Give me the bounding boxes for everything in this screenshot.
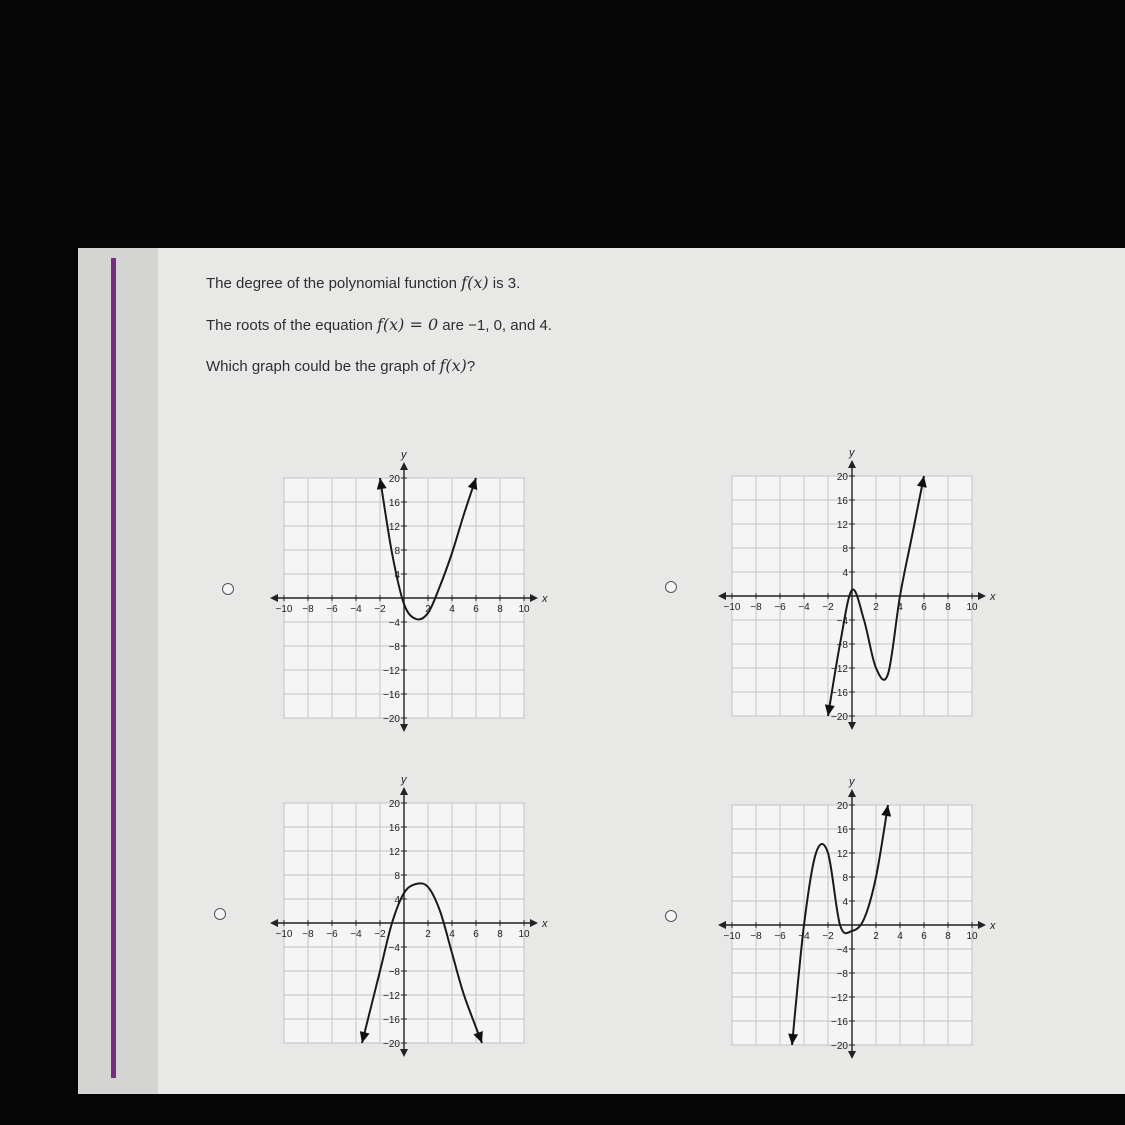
y-axis-arrow-up [400, 462, 408, 470]
y-tick-label: 4 [394, 570, 400, 581]
question-text: The roots of the equation [206, 317, 377, 334]
x-tick-label: 2 [425, 929, 431, 940]
x-tick-label: 2 [873, 602, 879, 613]
y-tick-label: 20 [388, 799, 400, 810]
question-content [196, 248, 1121, 1094]
y-tick-label: −8 [836, 640, 848, 651]
question-line-1 [206, 273, 520, 292]
x-tick-label: −6 [774, 602, 786, 613]
x-tick-label: −8 [750, 931, 762, 942]
x-tick-label: 8 [945, 602, 951, 613]
x-axis-arrow-left [270, 919, 278, 927]
y-tick-label: 4 [842, 568, 848, 579]
y-tick-label: 12 [388, 522, 400, 533]
x-axis-arrow-right [530, 919, 538, 927]
graph-svg [704, 765, 1004, 1075]
x-tick-label: −4 [350, 929, 362, 940]
x-tick-label: −2 [822, 931, 834, 942]
x-tick-label: 10 [966, 602, 978, 613]
y-tick-label: −16 [831, 1017, 848, 1028]
x-tick-label: −4 [798, 931, 810, 942]
y-tick-label: −8 [388, 642, 400, 653]
y-tick-label: −12 [383, 666, 400, 677]
y-tick-label: 8 [842, 544, 848, 555]
x-tick-label: 6 [921, 931, 927, 942]
math-expression: f(x) [439, 356, 467, 375]
x-tick-label: 6 [473, 929, 479, 940]
y-tick-label: −8 [388, 967, 400, 978]
x-tick-label: −4 [798, 602, 810, 613]
x-tick-label: 8 [497, 929, 503, 940]
y-tick-label: −16 [383, 1015, 400, 1026]
y-axis-arrow-down [400, 724, 408, 732]
x-tick-label: 4 [897, 602, 903, 613]
x-axis-arrow-right [978, 592, 986, 600]
graph-option-c[interactable] [256, 763, 556, 1073]
y-axis-label: y [849, 776, 855, 788]
x-tick-label: −4 [350, 604, 362, 615]
question-line-3 [206, 356, 475, 375]
question-text: are −1, 0, and 4. [438, 317, 552, 334]
math-expression: f(x) = 0 [376, 315, 439, 334]
x-tick-label: −2 [822, 602, 834, 613]
y-tick-label: −16 [383, 690, 400, 701]
x-tick-label: −6 [326, 929, 338, 940]
x-tick-label: −8 [302, 929, 314, 940]
y-tick-label: 20 [388, 474, 400, 485]
y-tick-label: 16 [836, 496, 848, 507]
y-tick-label: −12 [831, 993, 848, 1004]
y-tick-label: −4 [388, 943, 400, 954]
y-tick-label: 4 [842, 897, 848, 908]
y-tick-label: −16 [831, 688, 848, 699]
x-tick-label: 10 [518, 929, 530, 940]
y-tick-label: −4 [388, 618, 400, 629]
x-tick-label: 8 [497, 604, 503, 615]
y-axis-arrow-up [848, 789, 856, 797]
y-tick-label: −20 [831, 712, 848, 723]
x-tick-label: −2 [374, 604, 386, 615]
y-axis-arrow-down [848, 1051, 856, 1059]
graph-svg [256, 763, 556, 1073]
answer-option-c-radio[interactable] [214, 908, 226, 920]
y-axis-arrow-down [848, 722, 856, 730]
question-text: Which graph could be the graph of [206, 358, 440, 375]
x-tick-label: −8 [302, 604, 314, 615]
y-tick-label: 4 [394, 895, 400, 906]
graph-svg [704, 436, 1004, 746]
question-text: is 3. [488, 275, 521, 292]
x-tick-label: 4 [449, 929, 455, 940]
y-tick-label: 16 [836, 825, 848, 836]
x-tick-label: 10 [966, 931, 978, 942]
x-tick-label: 8 [945, 931, 951, 942]
x-tick-label: −10 [275, 604, 293, 615]
question-text: The degree of the polynomial function [206, 275, 462, 292]
graph-option-a[interactable] [256, 438, 556, 748]
x-axis-label: x [990, 591, 996, 603]
y-tick-label: −12 [383, 991, 400, 1002]
question-line-2 [206, 315, 552, 334]
x-tick-label: −10 [723, 602, 741, 613]
x-tick-label: 6 [473, 604, 479, 615]
y-axis-arrow-up [400, 787, 408, 795]
x-tick-label: 10 [518, 604, 530, 615]
x-axis-arrow-left [270, 594, 278, 602]
answer-option-b-radio[interactable] [665, 581, 677, 593]
y-tick-label: 20 [836, 801, 848, 812]
y-tick-label: −8 [836, 969, 848, 980]
x-tick-label: −6 [326, 604, 338, 615]
x-tick-label: 4 [897, 931, 903, 942]
y-tick-label: 16 [388, 498, 400, 509]
x-tick-label: −2 [374, 929, 386, 940]
y-axis-label: y [401, 774, 407, 786]
x-tick-label: −6 [774, 931, 786, 942]
x-tick-label: 6 [921, 602, 927, 613]
answer-option-a-radio[interactable] [222, 583, 234, 595]
x-tick-label: −8 [750, 602, 762, 613]
y-tick-label: 8 [394, 546, 400, 557]
y-tick-label: 12 [388, 847, 400, 858]
x-tick-label: 4 [449, 604, 455, 615]
y-tick-label: −4 [836, 616, 848, 627]
y-tick-label: −20 [383, 714, 400, 725]
graph-svg [256, 438, 556, 748]
answer-option-d-radio[interactable] [665, 910, 677, 922]
question-text: ? [466, 358, 476, 375]
x-axis-arrow-left [718, 921, 726, 929]
x-axis-arrow-right [530, 594, 538, 602]
y-tick-label: −12 [831, 664, 848, 675]
graph-option-b[interactable] [704, 436, 1004, 746]
x-axis-label: x [542, 593, 548, 605]
y-tick-label: 12 [836, 849, 848, 860]
math-expression: f(x) [461, 273, 489, 292]
y-tick-label: 20 [836, 472, 848, 483]
y-tick-label: 12 [836, 520, 848, 531]
y-axis-label: y [849, 447, 855, 459]
y-tick-label: 8 [842, 873, 848, 884]
accent-bar [111, 258, 116, 1078]
y-axis-arrow-up [848, 460, 856, 468]
y-tick-label: −20 [831, 1041, 848, 1052]
screen [78, 248, 1125, 1094]
y-axis-arrow-down [400, 1049, 408, 1057]
y-tick-label: 16 [388, 823, 400, 834]
x-axis-arrow-left [718, 592, 726, 600]
graph-option-d[interactable] [704, 765, 1004, 1075]
x-axis-label: x [542, 918, 548, 930]
x-axis-label: x [990, 920, 996, 932]
x-tick-label: −10 [723, 931, 741, 942]
x-tick-label: −10 [275, 929, 293, 940]
x-tick-label: 2 [425, 604, 431, 615]
side-panel [78, 248, 158, 1094]
x-tick-label: 2 [873, 931, 879, 942]
y-tick-label: 8 [394, 871, 400, 882]
y-tick-label: −4 [836, 945, 848, 956]
x-axis-arrow-right [978, 921, 986, 929]
y-tick-label: −20 [383, 1039, 400, 1050]
y-axis-label: y [401, 449, 407, 461]
